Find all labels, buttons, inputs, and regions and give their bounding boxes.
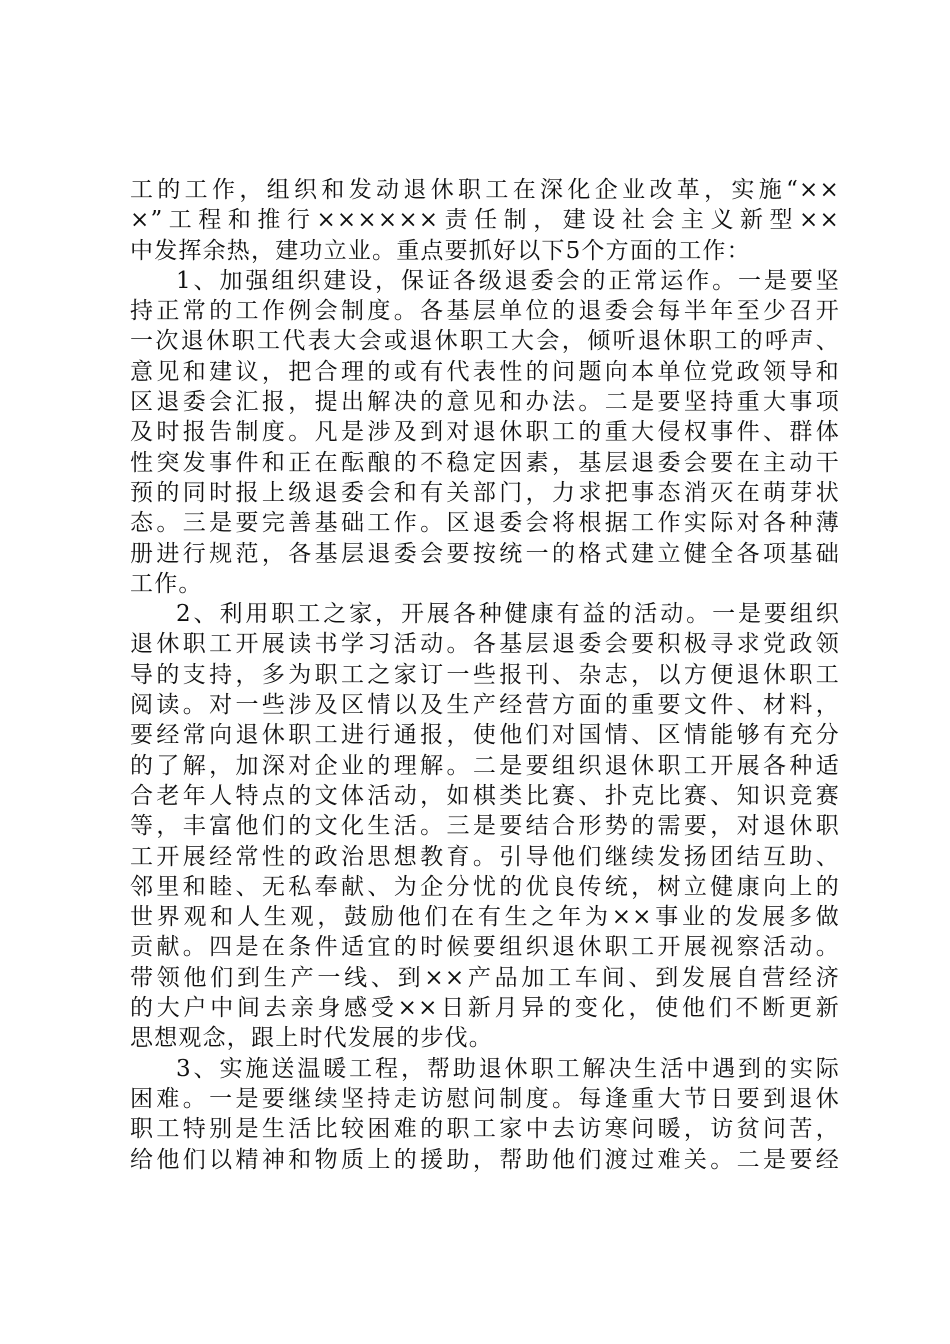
text-line: 性突发事件和正在酝酿的不稳定因素，基层退委会要在主动干: [130, 449, 840, 476]
text-line: 意见和建议，把合理的或有代表性的问题向本单位党政领导和: [130, 358, 840, 385]
text-line: 持正常的工作例会制度。各基层单位的退委会每半年至少召开: [130, 298, 840, 325]
text-line: 困难。一是要继续坚持走访慰问制度。每逢重大节日要到退休: [130, 1085, 840, 1112]
text-line: 一次退休职工代表大会或退休职工大会，倾听退休职工的呼声、: [130, 328, 840, 355]
text-line: 合老年人特点的文体活动，如棋类比赛、扑克比赛、知识竞赛: [130, 782, 840, 809]
text-line: 思想观念，跟上时代发展的步伐。: [130, 1025, 493, 1052]
text-line: 带领他们到生产一线、到××产品加工车间、到发展自营经济: [130, 964, 840, 991]
text-line: 导的支持，多为职工之家订一些报刊、杂志，以方便退休职工: [130, 661, 840, 688]
text-line: 1、加强组织建设，保证各级退委会的正常运作。一是要坚: [176, 267, 840, 294]
text-line: 预的同时报上级退委会和有关部门，力求把事态消灭在萌芽状: [130, 479, 840, 506]
text-line: 要经常向退休职工进行通报，使他们对国情、区情能够有充分: [130, 722, 840, 749]
text-line: 贡献。四是在条件适宜的时候要组织退休职工开展视察活动。: [130, 934, 840, 961]
text-line: 工开展经常性的政治思想教育。引导他们继续发扬团结互助、: [130, 843, 840, 870]
text-line: 的大户中间去亲身感受××日新月异的变化，使他们不断更新: [130, 995, 840, 1022]
text-line: 工作。: [130, 570, 203, 597]
text-line: 退休职工开展读书学习活动。各基层退委会要积极寻求党政领: [130, 631, 840, 658]
text-line: 邻里和睦、无私奉献、为企分忧的优良传统，树立健康向上的: [130, 873, 840, 900]
text-line: 区退委会汇报，提出解决的意见和办法。二是要坚持重大事项: [130, 389, 840, 416]
text-line: 阅读。对一些涉及区情以及生产经营方面的重要文件、材料，: [130, 692, 840, 719]
text-line: 2、利用职工之家，开展各种健康有益的活动。一是要组织: [176, 601, 840, 628]
text-line: 及时报告制度。凡是涉及到对退休职工的重大侵权事件、群体: [130, 419, 840, 446]
text-line: 的了解，加深对企业的理解。二是要组织退休职工开展各种适: [130, 752, 840, 779]
text-line: 等，丰富他们的文化生活。三是要结合形势的需要，对退休职: [130, 813, 840, 840]
text-line: 世界观和人生观，鼓励他们在有生之年为××事业的发展多做: [130, 904, 840, 931]
text-line: ×”工程和推行××××××责任制，建设社会主义新型××: [130, 207, 840, 234]
text-line: 给他们以精神和物质上的援助，帮助他们渡过难关。二是要经: [130, 1146, 840, 1173]
text-line: 册进行规范，各基层退委会要按统一的格式建立健全各项基础: [130, 540, 840, 567]
text-line: 工的工作，组织和发动退休职工在深化企业改革，实施“××: [130, 177, 840, 203]
text-line: 中发挥余热，建功立业。重点要抓好以下5个方面的工作：: [130, 237, 751, 264]
text-line: 职工特别是生活比较困难的职工家中去访寒问暖，访贫问苦，: [130, 1116, 840, 1143]
text-line: 态。三是要完善基础工作。区退委会将根据工作实际对各种薄: [130, 510, 840, 537]
document-body: [130, 175, 840, 1175]
text-line: 3、实施送温暖工程，帮助退休职工解决生活中遇到的实际: [176, 1055, 840, 1082]
